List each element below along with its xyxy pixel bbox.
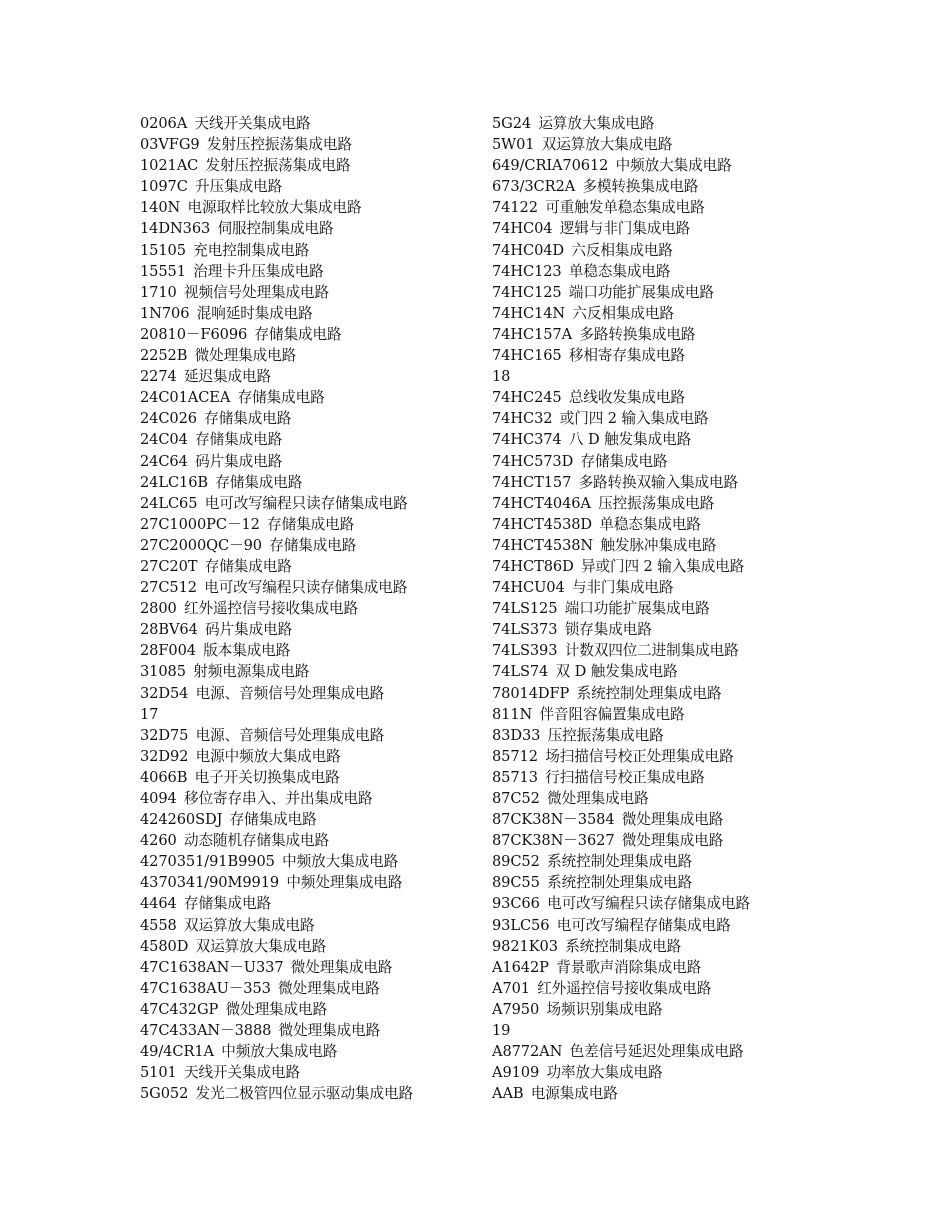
part-description: 移位寄存串入、并出集成电路 (184, 790, 373, 807)
part-description: 双运算放大集成电路 (184, 916, 315, 934)
part-number: 140N (140, 199, 181, 217)
part-description: 伺服控制集成电路 (217, 220, 334, 238)
list-item (492, 640, 837, 661)
part-description: 存储集成电路 (195, 431, 283, 449)
list-item (140, 514, 485, 535)
list-item (140, 746, 485, 767)
part-description: 存储集成电路 (267, 515, 355, 533)
part-number: 74122 (492, 199, 538, 217)
part-description: 电可改写编程只读存储集成电路 (204, 494, 408, 512)
part-description: 伴音阻容偏置集成电路 (539, 705, 685, 723)
part-number: 4580D (140, 937, 189, 955)
part-description: 天线开关集成电路 (194, 115, 311, 132)
part-description: 存储集成电路 (229, 811, 317, 829)
part-number: 28F004 (140, 642, 196, 660)
part-description: 红外遥控信号接收集成电路 (537, 979, 712, 997)
part-description: 微处理集成电路 (225, 1000, 328, 1018)
list-item (492, 577, 837, 598)
part-number: 24C026 (140, 410, 197, 428)
part-description: 场扫描信号校正处理集成电路 (545, 747, 734, 765)
part-number: A1642P (492, 958, 549, 976)
part-number: 4464 (140, 895, 177, 913)
part-number: 74LS393 (492, 642, 558, 660)
list-item (140, 1041, 485, 1062)
part-description: 微处理集成电路 (547, 790, 649, 807)
part-number: 27C20T (140, 557, 198, 575)
list-item (492, 704, 837, 725)
part-number: 85713 (492, 768, 538, 786)
part-number: 31085 (140, 663, 186, 681)
page-number-text: 17 (140, 705, 159, 723)
part-number: 1710 (140, 283, 177, 301)
part-description: 单稳态集成电路 (568, 262, 671, 280)
list-item (140, 324, 485, 345)
part-description: 八 D 触发集成电路 (568, 431, 692, 449)
part-number: 2274 (140, 368, 177, 386)
part-description: 微处理集成电路 (621, 811, 724, 829)
list-item (140, 999, 485, 1020)
part-number: 1097C (140, 178, 188, 196)
part-description: 微处理集成电路 (278, 979, 380, 997)
list-item (492, 176, 837, 197)
part-description: 电源集成电路 (530, 1085, 618, 1103)
part-number: 74LS373 (492, 621, 558, 639)
part-number: 1021AC (140, 157, 199, 175)
part-number: 49/4CR1A (140, 1043, 214, 1061)
list-item (140, 240, 485, 261)
list-item (140, 809, 485, 830)
part-number: 4370341/90M9919 (140, 874, 280, 892)
part-number: 9821K03 (492, 937, 558, 955)
part-description: 双运算放大集成电路 (195, 937, 327, 955)
part-number: 0206A (140, 115, 188, 132)
part-number: 15551 (140, 262, 186, 280)
part-number: 89C52 (492, 853, 540, 871)
list-item (492, 429, 837, 450)
part-number: 74HCT157 (492, 473, 572, 491)
part-number: 32D54 (140, 684, 189, 702)
list-item (492, 619, 837, 640)
part-description: 六反相集成电路 (571, 241, 673, 259)
part-description: 计数双四位二进制集成电路 (564, 642, 739, 660)
part-description: 电可改写编程只读存储集成电路 (547, 895, 751, 913)
list-item (492, 556, 837, 577)
part-number: 87CK38N－3584 (492, 811, 615, 829)
part-number: 85712 (492, 747, 538, 765)
part-number: 424260SDJ (140, 811, 223, 829)
list-item (140, 113, 485, 134)
part-number: 74HC125 (492, 283, 562, 301)
part-description: 存储集成电路 (204, 410, 292, 428)
part-description: 存储集成电路 (204, 557, 292, 575)
list-item (140, 978, 485, 999)
part-number: 24C64 (140, 452, 188, 470)
part-number: 47C432GP (140, 1000, 219, 1018)
list-item (140, 493, 485, 514)
part-description: 发射压控振荡集成电路 (206, 136, 352, 154)
part-description: 中频放大集成电路 (615, 157, 732, 175)
part-number: 74HC123 (492, 262, 562, 280)
list-item (492, 957, 837, 978)
list-item (492, 472, 837, 493)
list-item (140, 915, 485, 936)
part-number: 27C2000QC－90 (140, 536, 262, 554)
list-item (492, 324, 837, 345)
part-number: 74HCT4046A (492, 494, 591, 512)
part-description: 射频电源集成电路 (193, 663, 310, 681)
part-description: 运算放大集成电路 (538, 115, 655, 132)
list-item (140, 155, 485, 176)
list-item (492, 872, 837, 893)
page-number (492, 366, 837, 387)
part-description: 可重触发单稳态集成电路 (545, 199, 705, 217)
part-description: 逻辑与非门集成电路 (559, 220, 691, 238)
part-description: 存储集成电路 (269, 536, 357, 554)
part-description: 电源取样比较放大集成电路 (187, 199, 362, 217)
page-number-text: 19 (492, 1022, 511, 1040)
part-number: 5W01 (492, 136, 535, 154)
part-description: 动态随机存储集成电路 (184, 832, 329, 850)
list-item (140, 619, 485, 640)
list-item (492, 345, 837, 366)
part-number: 74HCT4538N (492, 536, 594, 554)
list-item (140, 872, 485, 893)
part-number: 74HCU04 (492, 579, 565, 597)
list-item (492, 408, 837, 429)
part-description: 视频信号处理集成电路 (184, 283, 329, 301)
list-item (492, 514, 837, 535)
list-item (492, 893, 837, 914)
part-description: 系统控制处理集成电路 (547, 874, 693, 892)
list-item (492, 746, 837, 767)
part-description: 延迟集成电路 (184, 368, 272, 386)
part-description: 治理卡升压集成电路 (193, 262, 324, 280)
part-description: 端口功能扩展集成电路 (568, 283, 714, 301)
part-number: 74HCT86D (492, 557, 574, 575)
part-number: 4270351/91B9905 (140, 853, 275, 871)
part-description: 端口功能扩展集成电路 (564, 600, 710, 618)
part-description: 多路转换双输入集成电路 (578, 473, 738, 491)
part-number: 24C04 (140, 431, 188, 449)
part-number: 74HC04 (492, 220, 553, 238)
part-description: 发射压控振荡集成电路 (205, 157, 351, 175)
list-item (140, 134, 485, 155)
list-item (492, 809, 837, 830)
part-number: 87C52 (492, 790, 540, 807)
list-item (140, 577, 485, 598)
part-number: 74HC04D (492, 241, 565, 259)
part-description: 电源中频放大集成电路 (195, 747, 341, 765)
part-number: 74LS125 (492, 600, 558, 618)
list-item (140, 176, 485, 197)
part-number: 15105 (140, 241, 186, 259)
part-number: 20810－F6096 (140, 325, 248, 343)
part-number: 4558 (140, 916, 177, 934)
part-description: 充电控制集成电路 (193, 241, 310, 259)
part-number: 649/CRIA70612 (492, 157, 609, 175)
part-number: 03VFG9 (140, 136, 200, 154)
part-description: 触发脉冲集成电路 (600, 536, 717, 554)
part-description: 电子开关切换集成电路 (194, 768, 340, 786)
list-item (140, 767, 485, 788)
part-description: 移相寄存集成电路 (568, 347, 685, 365)
part-description: 混响延时集成电路 (196, 304, 313, 322)
part-number: 673/3CR2A (492, 178, 576, 196)
list-item (492, 493, 837, 514)
list-item (140, 598, 485, 619)
part-description: 码片集成电路 (205, 621, 293, 639)
part-number: 14DN363 (140, 220, 211, 238)
list-item (140, 788, 485, 809)
part-description: 或门四 2 输入集成电路 (559, 410, 709, 428)
list-item (492, 451, 837, 472)
part-description: 系统控制集成电路 (565, 937, 682, 955)
part-number: 74LS74 (492, 663, 549, 681)
part-number: 47C1638AU－353 (140, 979, 271, 997)
list-item (140, 429, 485, 450)
part-number: 2252B (140, 347, 188, 365)
part-number: 87CK38N－3627 (492, 832, 615, 850)
part-description: 存储集成电路 (184, 895, 272, 913)
list-item (492, 683, 837, 704)
list-item (140, 535, 485, 556)
list-item (492, 661, 837, 682)
left-column (140, 113, 485, 1104)
list-item (492, 999, 837, 1020)
part-description: 单稳态集成电路 (599, 515, 701, 533)
list-item (492, 134, 837, 155)
list-item (492, 261, 837, 282)
part-number: 89C55 (492, 874, 540, 892)
list-item (140, 261, 485, 282)
list-item (140, 1083, 485, 1104)
part-number: A9109 (492, 1064, 540, 1082)
part-description: 六反相集成电路 (572, 304, 674, 322)
part-number: 74HCT4538D (492, 515, 593, 533)
part-description: 中频放大集成电路 (282, 853, 399, 871)
part-description: 发光二极管四位显示驱动集成电路 (195, 1085, 414, 1103)
part-description: 微处理集成电路 (290, 958, 393, 976)
part-number: 78014DFP (492, 684, 570, 702)
part-description: 压控振荡集成电路 (598, 494, 715, 512)
part-description: 压控振荡集成电路 (547, 726, 664, 744)
list-item (140, 303, 485, 324)
part-number: 74HC374 (492, 431, 562, 449)
part-number: 74HC32 (492, 410, 553, 428)
part-number: 1N706 (140, 304, 190, 322)
list-item (492, 978, 837, 999)
part-description: 行扫描信号校正集成电路 (545, 768, 705, 786)
list-item (140, 683, 485, 704)
part-description: 微处理集成电路 (194, 347, 297, 365)
part-description: 中频放大集成电路 (221, 1043, 338, 1061)
part-number: 4260 (140, 832, 177, 850)
list-item (140, 345, 485, 366)
part-description: 天线开关集成电路 (184, 1064, 300, 1082)
part-description: 双运算放大集成电路 (541, 136, 673, 154)
list-item (492, 387, 837, 408)
part-number: 74HC573D (492, 452, 574, 470)
page-number (140, 704, 485, 725)
list-item (140, 830, 485, 851)
part-description: 红外遥控信号接收集成电路 (184, 600, 358, 618)
part-description: 升压集成电路 (195, 178, 283, 196)
part-number: 5G24 (492, 115, 532, 132)
list-item (492, 598, 837, 619)
page-number (492, 1020, 837, 1041)
part-number: 5101 (140, 1064, 177, 1082)
part-description: 电可改写编程只读存储集成电路 (204, 579, 408, 597)
part-number: 32D75 (140, 726, 189, 744)
list-item (140, 640, 485, 661)
part-description: 色差信号延迟处理集成电路 (569, 1043, 744, 1061)
list-item (492, 1062, 837, 1083)
part-description: 与非门集成电路 (571, 579, 674, 597)
part-number: 28BV64 (140, 621, 198, 639)
part-description: 存储集成电路 (580, 452, 668, 470)
part-description: 系统控制处理集成电路 (576, 684, 722, 702)
part-description: 存储集成电路 (237, 389, 325, 407)
list-item (492, 915, 837, 936)
part-description: 场频识别集成电路 (546, 1000, 663, 1018)
list-item (492, 1041, 837, 1062)
list-item (140, 936, 485, 957)
part-description: 总线收发集成电路 (568, 389, 685, 407)
part-description: 多路转换集成电路 (579, 325, 696, 343)
part-number: 24LC16B (140, 473, 209, 491)
part-number: 811N (492, 705, 533, 723)
part-description: 码片集成电路 (195, 452, 283, 470)
list-item (492, 282, 837, 303)
list-item (140, 218, 485, 239)
list-item (140, 893, 485, 914)
part-number: 27C1000PC－12 (140, 515, 260, 533)
list-item (140, 1020, 485, 1041)
list-item (492, 197, 837, 218)
list-item (140, 725, 485, 746)
part-description: 版本集成电路 (203, 642, 291, 660)
list-item (140, 451, 485, 472)
list-item (492, 535, 837, 556)
part-description: 电可改写编程存储集成电路 (556, 916, 731, 934)
part-number: 32D92 (140, 747, 189, 765)
list-item (140, 556, 485, 577)
part-number: 83D33 (492, 726, 541, 744)
part-description: 中频处理集成电路 (286, 874, 403, 892)
part-description: 微处理集成电路 (621, 832, 724, 850)
part-number: 74HC245 (492, 389, 562, 407)
list-item (140, 197, 485, 218)
part-description: 双 D 触发集成电路 (555, 663, 678, 681)
part-number: 74HC165 (492, 347, 562, 365)
list-item (492, 767, 837, 788)
part-number: 93C66 (492, 895, 540, 913)
part-number: A7950 (492, 1000, 540, 1018)
part-number: 47C433AN－3888 (140, 1022, 272, 1040)
list-item (492, 303, 837, 324)
part-number: 74HC157A (492, 325, 573, 343)
part-description: 系统控制处理集成电路 (547, 853, 693, 871)
part-number: A8772AN (492, 1043, 563, 1061)
part-number: 93LC56 (492, 916, 550, 934)
part-description: 存储集成电路 (215, 473, 303, 491)
part-description: 存储集成电路 (254, 325, 342, 343)
list-item (140, 282, 485, 303)
list-item (492, 1083, 837, 1104)
part-number: 4066B (140, 768, 188, 786)
list-item (140, 957, 485, 978)
part-number: 24LC65 (140, 494, 198, 512)
list-item (492, 218, 837, 239)
part-description: 多模转换集成电路 (582, 178, 699, 196)
list-item (492, 240, 837, 261)
list-item (140, 1062, 485, 1083)
list-item (492, 788, 837, 809)
part-description: 电源、音频信号处理集成电路 (195, 684, 385, 702)
list-item (140, 661, 485, 682)
list-item (492, 830, 837, 851)
part-description: 锁存集成电路 (564, 621, 652, 639)
page-number-text: 18 (492, 368, 511, 386)
part-number: 4094 (140, 790, 177, 807)
list-item (492, 155, 837, 176)
part-description: 功率放大集成电路 (546, 1064, 663, 1082)
part-description: 背景歌声消除集成电路 (556, 958, 702, 976)
part-number: 24C01ACEA (140, 389, 231, 407)
list-item (140, 472, 485, 493)
part-description: 微处理集成电路 (278, 1022, 381, 1040)
part-description: 电源、音频信号处理集成电路 (195, 726, 385, 744)
part-number: 47C1638AN－U337 (140, 958, 284, 976)
list-item (140, 851, 485, 872)
list-item (140, 387, 485, 408)
list-item (492, 936, 837, 957)
list-item (140, 408, 485, 429)
part-number: 5G052 (140, 1085, 189, 1103)
list-item (492, 851, 837, 872)
part-number: 27C512 (140, 579, 197, 597)
part-number: AAB (492, 1085, 524, 1103)
list-item (492, 113, 837, 134)
part-number: 74HC14N (492, 304, 566, 322)
part-description: 异或门四 2 输入集成电路 (580, 557, 745, 575)
part-number: A701 (492, 979, 530, 997)
right-column (492, 113, 837, 1104)
list-item (140, 366, 485, 387)
list-item (492, 725, 837, 746)
part-number: 2800 (140, 600, 177, 618)
